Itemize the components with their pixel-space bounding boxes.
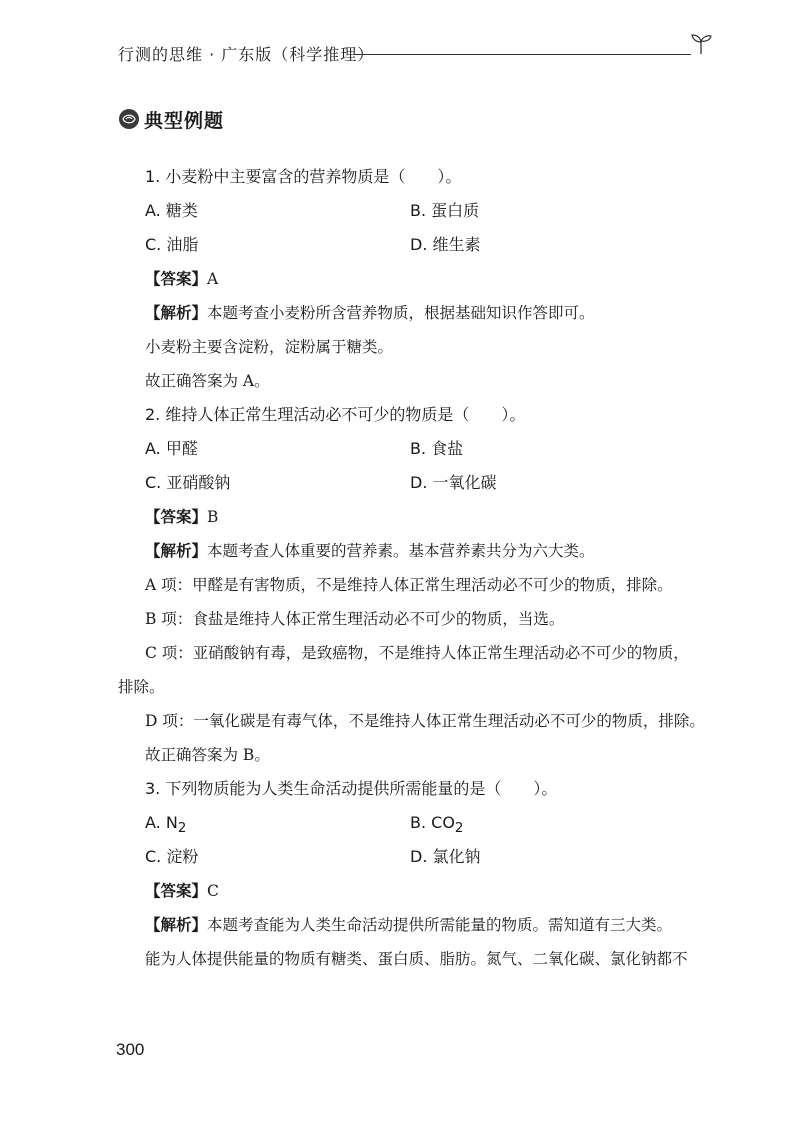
q3-explanation-text: 本题考查能为人类生命活动提供所需能量的物质。需知道有三大类。 [207,916,673,934]
q1-answer-value: A [207,270,219,288]
q2-item-c: C 项：亚硝酸钠有毒，是致癌物，不是维持人体正常生理活动必不可少的物质， [145,644,689,662]
q2-question: 2. 维持人体正常生理活动必不可少的物质是（ ）。 [145,405,526,424]
q2-item-c-continued: 排除。 [118,678,165,696]
q1-option-a: A. 糖类 [145,201,198,220]
running-header-title: 行测的思维 · 广东版（科学推理） [118,45,375,64]
q3-answer-tag: 【答案】 [145,881,208,900]
q1-conclusion: 故正确答案为 A。 [145,372,270,390]
q2-options-row-2 [118,466,718,500]
q3-answer [118,874,718,908]
q1-answer-tag: 【答案】 [145,269,208,288]
q1-option-c: C. 油脂 [145,235,199,254]
q2-answer-tag: 【答案】 [145,507,208,526]
q1-question: 1. 小麦粉中主要富含的营养物质是（ ）。 [145,167,462,186]
q2-answer [118,500,718,534]
page-content [118,160,718,976]
q1-options-row-1 [118,194,718,228]
q3-option-b-subscript: 2 [454,821,464,837]
q2-option-b: B. 食盐 [410,439,464,458]
q1-option-d: D. 维生素 [410,235,481,254]
sprout-icon [689,32,713,56]
q1-options-row-2 [118,228,718,262]
q2-option-a: A. 甲醛 [145,439,198,458]
running-header [118,36,713,66]
header-rule [354,54,691,55]
q3-option-c: C. 淀粉 [145,847,199,866]
q2-conclusion: 故正确答案为 B。 [145,746,270,764]
q2-option-c: C. 亚硝酸钠 [145,473,231,492]
q1-answer [118,262,718,296]
q2-explanation-tag: 【解析】 [145,541,208,560]
q3-explanation-line-2: 能为人体提供能量的物质有糖类、蛋白质、脂肪。氮气、二氧化碳、氯化钠都不 [145,950,688,968]
q2-options-row-1 [118,432,718,466]
q3-explanation [118,908,718,942]
q2-item-d: D 项：一氧化碳是有毒气体，不是维持人体正常生理活动必不可少的物质，排除。 [145,712,705,730]
q3-option-b-label: B. CO [410,813,455,832]
q3-option-b [410,806,675,840]
q2-item-b: B 项：食盐是维持人体正常生理活动必不可少的物质，当选。 [145,610,565,628]
q3-options-row-1 [118,806,718,840]
q2-option-d: D. 一氧化碳 [410,473,497,492]
q1-explanation-line-2: 小麦粉主要含淀粉，淀粉属于糖类。 [145,338,394,356]
q3-options-row-2 [118,840,718,874]
q2-answer-value: B [207,508,219,526]
q2-item-a: A 项：甲醛是有害物质，不是维持人体正常生理活动必不可少的物质，排除。 [145,576,673,594]
q1-option-b: B. 蛋白质 [410,201,480,220]
section-title: 典型例题 [144,110,225,132]
swirl-badge-icon [118,108,140,130]
q1-explanation-tag: 【解析】 [145,303,208,322]
page-number: 300 [116,1040,145,1059]
q3-question: 3. 下列物质能为人类生命活动提供所需能量的是（ ）。 [145,779,558,798]
q3-option-a [145,806,410,840]
q3-option-d: D. 氯化钠 [410,847,481,866]
q2-explanation [118,534,718,568]
q1-explanation-text: 本题考查小麦粉所含营养物质，根据基础知识作答即可。 [207,304,595,322]
q1-explanation [118,296,718,330]
q3-answer-value: C [207,882,219,900]
q2-explanation-text: 本题考查人体重要的营养素。基本营养素共分为六大类。 [207,542,595,560]
q3-option-a-subscript: 2 [177,821,187,837]
q3-explanation-tag: 【解析】 [145,915,208,934]
q3-option-a-label: A. N [145,813,178,832]
